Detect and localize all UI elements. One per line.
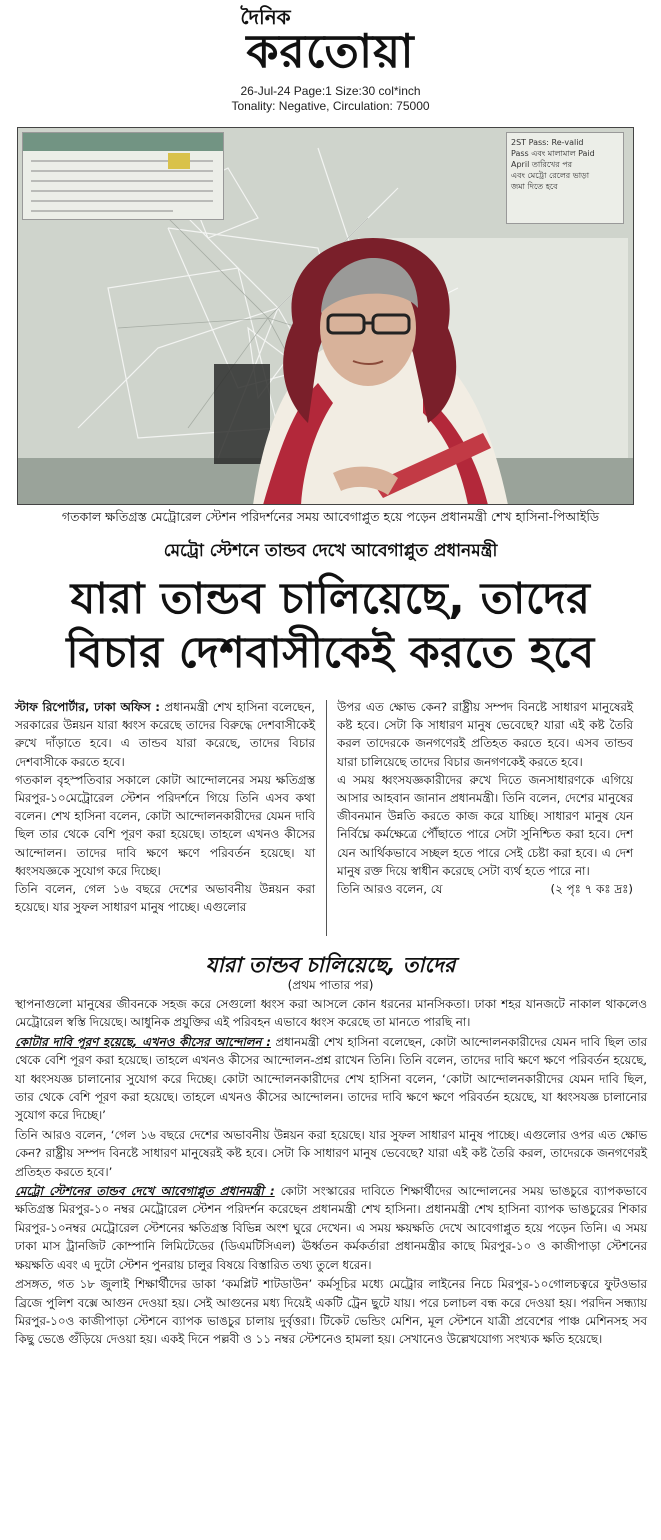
continuation-text: কোটা সংস্কারের দাবিতে শিক্ষার্থীদের আন্দোলনের সময় ভাঙচুরে ব্যাপকভাবে ক্ষতিগ্রস্ত মিরপুর-১০ নম্বর মেট্রোরেল স্টেশন পরিদর্শন করেছেন প্রধানমন্ত্রী শেখ হাসিনা। প্রধানমন্ত্রী শেখ হাসিনা ব্যাপক ভাঙচুরের শিকার মিরপুর-১০নম্বর মেট্রোরেল স্টেশনের ক্ষতিগ্রস্ত বিভিন্ন অংশ ঘুরে দেখেন। এ সময় ক্ষয়ক্ষতি দেখে আবেগাপ্লুত হয়ে পড়েন তিনি। এ সময় ঢাকা মাস ট্রানজিট কোম্পানি লিমিটেডের (ডিএমটিসিএল) ঊর্ধ্বতন কর্মকর্তারা প্রধানমন্ত্রীর কাছে মিরপুর-১০ ও কাজীপাড়া স্টেশনের ক্ষয়ক্ষতি এবং এ দুটো স্টেশন পুনরায় চালুর বিষয়ে বিস্তারিত তথ্য তুলে ধরেন। [15,1184,647,1272]
notice-lines-graphic [23,133,223,219]
continuation-paragraph [15,1182,647,1274]
news-photo [17,127,634,505]
main-headline [10,572,651,680]
continuation-text: প্রধানমন্ত্রী শেখ হাসিনা বলেছেন, কোটা আন্দোলনকারীদের যেমন দাবি ছিল তার থেকে বেশি পূরণ করা হয়েছে। তাহলে এখনও কীসের আন্দোলন-প্রশ্ন রাখেন তিনি। তিনি বলেন, তাদের দাবি ক্ষণে ক্ষণে পরিবর্তন হয়েছে, যা ধ্বংসযজ্ঞ চালানোর সুযোগ করে দিচ্ছে। কোটা আন্দোলনকারীদের শেখ হাসিনা বলেন, ‘কোটা আন্দোলনকারীদের যেমন দাবি ছিল, তার থেকে বেশি পূরণ করা হয়েছে। তাহলে এখনও কীসের আন্দোলন। তাদের দাবি ক্ষণে ক্ষণে পরিবর্তন হয়েছে, যা ধ্বংসযজ্ঞ চালানোর সুযোগ করে দিচ্ছে।’ [15,1034,647,1123]
meta-line-1: 26-Jul-24 Page:1 Size:30 col*inch [240,84,421,98]
story-text: তিনি আরও বলেন, যে [337,882,443,897]
continuation-title: যারা তান্ডব চালিয়েছে, তাদের [205,953,456,977]
continuation-paragraph: স্থাপনাগুলো মানুষের জীবনকে সহজ করে সেগুলো ধ্বংস করা আসলে কোন ধরনের মানসিকতা। ঢাকা শহর যানজটে নাকাল থাকলেও মেট্রোরেল স্বস্তি দিয়েছে। আধুনিক প্রযুক্তির এই পরিবহন এভাবে ধ্বংস করেছে তা মানতে পারছি না। [15,997,647,1030]
prime-minister-figure [223,233,518,505]
continuation-paragraph: তিনি আরও বলেন, ‘গেল ১৬ বছরে দেশের অভাবনীয় উন্নয়ন করা হয়েছে। যার সুফল সাধারণ মানুষ পাচ্ছে। এগুলোর ওপর এত ক্ষোভ কেন? রাষ্ট্রীয় সম্পদ বিনষ্টে সাধারণ মানুষেরই কষ্ট হবে। সেটা কি সাধারণ মানুষ ভেবেছে? যারা এই কষ্ট তৈরি করল, তাদেরকে জনগণেরই প্রতিহত করতে হবে।’ [15,1127,647,1179]
column-divider [326,700,327,936]
story-paragraph: এ সময় ধ্বংসযজ্ঞকারীদের রুখে দিতে জনসাধারণকে এগিয়ে আসার আহবান জানান প্রধানমন্ত্রী। তিনি বলেন, দেশের মানুষের জীবনমান উন্নতি করতে কাজ করে যাচ্ছি। সাধারণ মানুষ যেন নির্বিঘ্নে কর্মক্ষেত্রে পৌঁছাতে পারে সেটা সুনিশ্চিত করা হবে। দেশ যেন আর্থিকভাবে সচ্ছল হতে পারে সেই চেষ্টা করা হবে। এ দেশ মানুষ রক্ত দিয়ে স্বাধীন করেছে সেটা ব্যর্থ হতে পারে না। [337,772,633,878]
continuation-paragraph: প্রসঙ্গত, গত ১৮ জুলাই শিক্ষার্থীদের ডাকা ‘কমপ্লিট শাটডাউন’ কর্মসূচির মধ্যে মেট্রোর লাইনের নিচে মিরপুর-১০গোলচত্বরে ফুটওভার ব্রিজে পুলিশ বক্সে আগুন দেওয়া হয়। সেই আগুনের মধ্য দিয়েই একটি ট্রেন ছুটে যায়। পরে চলাচল বন্ধ করে দেওয়া হয়। পরদিন সন্ধ্যায় মিরপুর-১০ও কাজীপাড়া স্টেশনে ব্যাপক ভাঙচুর চালায় দুর্বৃত্তরা। টিকেট ভেন্ডিং মেশিন, মূল স্টেশনে যাত্রী প্রবেশের পাঞ্চ মেশিনসহ সব কিছু ভেঙে গুঁড়িয়ে দেওয়া হয়। একই দিনে পল্লবী ও ১১ নম্বর স্টেশনেও হামলা হয়। সেখানেও উল্লেখযোগ্য সংখ্যক ক্ষতি হয়েছে। [15,1277,647,1347]
story-paragraph: তিনি বলেন, গেল ১৬ বছরে দেশের অভাবনীয় উন্নয়ন করা হয়েছে। যার সুফল সাধারণ মানুষ পাচ্ছে। এগুলোর [15,882,315,915]
subhead: মেট্রো স্টেশনের তান্ডব দেখে আবেগাপ্লুত প্রধানমন্ত্রী : [15,1184,275,1199]
kicker-headline: মেট্রো স্টেশনে তান্ডব দেখে আবেগাপ্লুত প্রধানমন্ত্রী [163,541,498,561]
story-paragraph [337,880,633,898]
photo-caption: গতকাল ক্ষতিগ্রস্ত মেট্রোরেল স্টেশন পরিদর্শনের সময় আবেগাপ্লুত হয়ে পড়েন প্রধানমন্ত্রী শেখ হাসিনা-পিআইডি [61,509,600,524]
masthead [0,5,661,78]
continuation-body [15,995,647,1350]
wall-notice-right [506,132,624,224]
story-column-left [15,698,315,916]
notice-right-text: 2ST Pass: Re-valid Pass এবং মালামাল Paid April তারিখের পর এবং মেট্রো রেলের ভাড়া জমা দিতে হবে [511,138,595,191]
story-paragraph: গতকাল বৃহস্পতিবার সকালে কোটা আন্দোলনের সময় ক্ষতিগ্রস্ত মিরপুর-১০মেট্রোরেল স্টেশন পরিদর্শনে গিয়ে তিনি এসব কথা বলেন। শেখ হাসিনা বলেন, কোটা আন্দোলনকারীদের যেমন দাবি ছিল তার থেকে বেশি পূরণ করা হয়েছে। তাহলে এখনও কীসের আন্দোলন। তাদের দাবি ক্ষণে ক্ষণে পরিবর্তন হয়েছে। যা ধ্বংসযজ্ঞকে সুযোগ করে দিচ্ছে। [15,772,315,878]
story-paragraph: উপর এত ক্ষোভ কেন? রাষ্ট্রীয় সম্পদ বিনষ্টে সাধারণ মানুষেরই কষ্ট হবে। সেটা কি সাধারণ মানুষ ভেবেছে? যারা এই কষ্ট তৈরি করল তাদেরকে জনগণেরই প্রতিহত করতে হবে। এসব তান্ডব যারা চালিয়েছে তাদের বিচার জনগণকেই করতে হবে। [337,700,633,769]
masthead-daily: দৈনিক [240,5,291,29]
continued-note: (২ পৃঃ ৭ কঃ দ্রঃ) [550,882,633,897]
story-column-right [337,698,633,898]
meta-line-2: Tonality: Negative, Circulation: 75000 [231,99,430,113]
wall-notice-left [22,132,224,220]
masthead-name: করতোয়া [246,24,415,78]
clipping-meta [0,84,661,114]
story-text: প্রধানমন্ত্রী শেখ হাসিনা বলেছেন, সরকারের উন্নয়ন যারা ধ্বংস করেছে তাদের বিরুদ্ধে দেশবাসীকেই রুখে দাঁড়াতে হবে। এ তান্ডব যারা করেছে, তাদের বিচার দেশবাসীকে করতে হবে। [15,700,315,769]
continuation-paragraph [15,1033,647,1125]
subhead: কোটার দাবি পূরণ হয়েছে, এখনও কীসের আন্দোলন : [15,1034,271,1049]
headline-line-1: যারা তান্ডব চালিয়েছে, তাদের [70,574,591,624]
headline-line-2: বিচার দেশবাসীকেই করতে হবে [66,628,595,678]
story-paragraph [15,698,315,771]
continuation-subtitle: (প্রথম পাতার পর) [287,978,374,992]
dateline: স্টাফ রিপোর্টার, ঢাকা অফিস : [15,700,160,714]
